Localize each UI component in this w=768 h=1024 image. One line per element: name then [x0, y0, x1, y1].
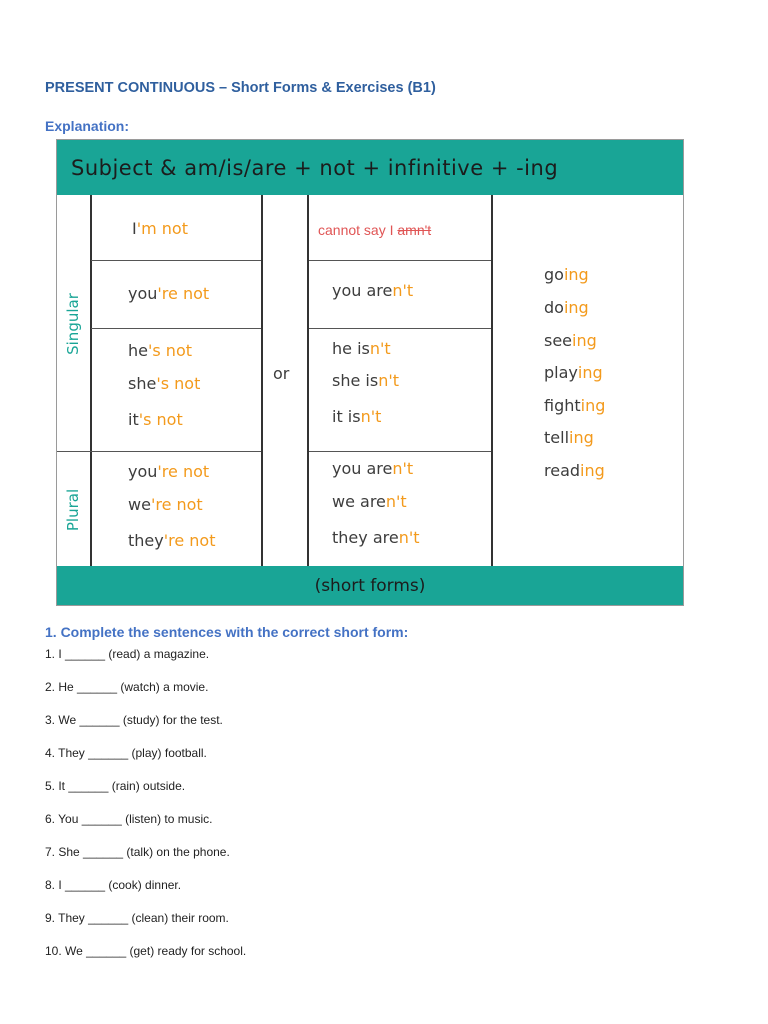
- exercise-item: 10. We ______ (get) ready for school.: [45, 944, 247, 958]
- divider-vertical: [90, 195, 92, 567]
- ing-word: playing: [544, 363, 603, 382]
- alt-form: we aren't: [332, 492, 407, 511]
- ing-word: seeing: [544, 331, 597, 350]
- contraction: it's not: [128, 410, 183, 429]
- exercise-list: [45, 646, 246, 976]
- grammar-table: [56, 139, 684, 606]
- ing-word: doing: [544, 298, 589, 317]
- or-label: or: [273, 364, 290, 383]
- divider-horizontal: [91, 328, 261, 329]
- alt-form: they aren't: [332, 528, 420, 547]
- formula-banner: Subject & am/is/are + not + infinitive + -ing: [57, 140, 683, 195]
- exercise-item: 5. It ______ (rain) outside.: [45, 779, 186, 793]
- alt-form: she isn't: [332, 371, 399, 390]
- exercise-item: 1. I ______ (read) a magazine.: [45, 647, 210, 661]
- exercise-item: 2. He ______ (watch) a movie.: [45, 680, 209, 694]
- cannot-say-note: cannot say I amn't: [318, 222, 432, 238]
- divider-horizontal: [91, 260, 261, 261]
- exercise-item: 4. They ______ (play) football.: [45, 746, 207, 760]
- contraction: we're not: [128, 495, 203, 514]
- divider-vertical: [491, 195, 493, 567]
- contraction: she's not: [128, 374, 201, 393]
- contraction: you're not: [128, 462, 210, 481]
- alt-form: he isn't: [332, 339, 391, 358]
- contraction: he's not: [128, 341, 193, 360]
- ing-word: fighting: [544, 396, 606, 415]
- exercise-item: 7. She ______ (talk) on the phone.: [45, 845, 230, 859]
- ing-word: telling: [544, 428, 594, 447]
- divider-vertical: [261, 195, 263, 567]
- contraction: I'm not: [132, 219, 188, 238]
- document-title: PRESENT CONTINUOUS – Short Forms & Exercises (B1): [45, 80, 436, 96]
- contraction: they're not: [128, 531, 216, 550]
- divider-horizontal: [309, 328, 491, 329]
- ing-word: going: [544, 265, 589, 284]
- alt-form: you aren't: [332, 459, 414, 478]
- singular-label: Singular: [64, 292, 83, 355]
- exercise-item: 3. We ______ (study) for the test.: [45, 713, 223, 727]
- alt-form: you aren't: [332, 281, 414, 300]
- ing-word: reading: [544, 461, 605, 480]
- explanation-label: Explanation:: [45, 118, 130, 134]
- divider-vertical: [307, 195, 309, 567]
- exercise-item: 9. They ______ (clean) their room.: [45, 911, 229, 925]
- exercise-item: 8. I ______ (cook) dinner.: [45, 878, 182, 892]
- divider-horizontal: [309, 451, 491, 452]
- divider-horizontal: [309, 260, 491, 261]
- footer-banner: (short forms): [57, 566, 683, 605]
- exercise-item: 6. You ______ (listen) to music.: [45, 812, 213, 826]
- exercise-heading: 1. Complete the sentences with the correct short form:: [45, 624, 409, 640]
- alt-form: it isn't: [332, 407, 382, 426]
- contraction: you're not: [128, 284, 210, 303]
- plural-label: Plural: [64, 488, 82, 531]
